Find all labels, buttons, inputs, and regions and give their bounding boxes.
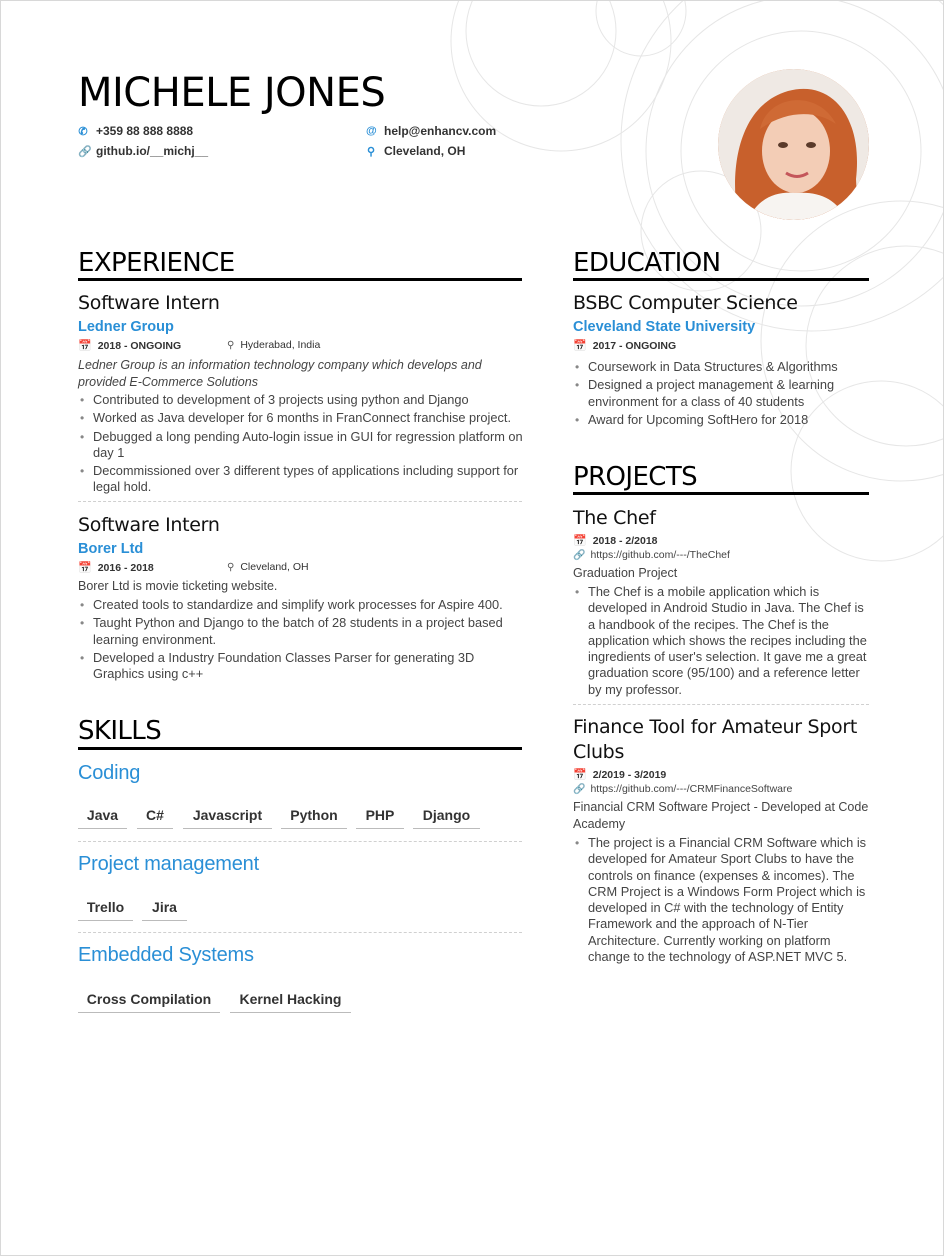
- calendar-icon: 📅: [78, 340, 92, 352]
- profile-photo-illustration: [718, 69, 869, 220]
- list-item: • Award for Upcoming SoftHero for 2018: [573, 412, 869, 428]
- skill-tag: C#: [137, 807, 173, 829]
- experience-2-company: Borer Ltd: [78, 541, 144, 557]
- experience-1-description: Ledner Group is an information technology company which develops and provided E-Commerce Solutions: [78, 358, 482, 389]
- skill-group-embedded-systems: Embedded Systems: [78, 944, 254, 966]
- experience-1-location: [227, 339, 320, 351]
- experience-2-role: Software Intern: [78, 514, 220, 536]
- phone-text: +359 88 888 8888: [96, 124, 194, 138]
- skill-group-coding: Coding: [78, 762, 141, 784]
- divider: [78, 932, 522, 933]
- experience-2-dates: 2016 - 2018: [97, 561, 154, 574]
- skill-tag: Java: [78, 807, 127, 829]
- skills-title: SKILLS: [78, 716, 162, 746]
- education-bullets: [573, 359, 869, 430]
- skill-tag: Python: [281, 807, 347, 829]
- experience-2-bullets: [78, 597, 523, 684]
- experience-2-meta: [78, 561, 154, 574]
- list-item: • Decommissioned over 3 different types of applications including support for legal hold.: [78, 463, 523, 496]
- project-1-subtitle: Graduation Project: [573, 566, 678, 580]
- skills-rule: [78, 747, 522, 750]
- skill-tag: PHP: [356, 807, 404, 829]
- education-school: Cleveland State University: [573, 319, 756, 335]
- link-icon: 🔗: [573, 783, 586, 795]
- calendar-icon: 📅: [573, 340, 587, 352]
- skill-tag: Trello: [78, 899, 133, 921]
- project-1-bullets: [573, 584, 869, 700]
- experience-1-location-text: Hyderabad, India: [240, 339, 321, 351]
- experience-2-description: Borer Ltd is movie ticketing website.: [78, 579, 278, 593]
- link-icon: 🔗: [78, 145, 92, 158]
- list-item: • The project is a Financial CRM Software which is developed for Amateur Sport Clubs to have the controls on finance (expenses & incomes). The CRM Project is a Windows Form Project which is developed in C# with the technology of Entity Framework and the approach of N-Tier Architecture. Currently working on platform change to the technology of ASP.NET MVC 5.: [573, 835, 869, 965]
- projects-title: PROJECTS: [573, 462, 698, 492]
- github-text[interactable]: github.io/__michj__: [96, 144, 209, 158]
- skill-tag: Javascript: [183, 807, 272, 829]
- project-1-meta: [573, 534, 658, 547]
- experience-1-company: Ledner Group: [78, 319, 174, 335]
- project-2-meta: [573, 768, 666, 781]
- map-pin-icon: ⚲: [227, 561, 235, 573]
- calendar-icon: 📅: [78, 562, 92, 574]
- project-1-link[interactable]: [573, 549, 730, 561]
- project-1-url[interactable]: https://github.com/---/TheChef: [590, 549, 730, 561]
- list-item: • Developed a Industry Foundation Classes Parser for generating 3D Graphics using c++: [78, 650, 523, 683]
- location-text: Cleveland, OH: [384, 144, 466, 158]
- github-contact[interactable]: [78, 144, 208, 158]
- calendar-icon: 📅: [573, 769, 587, 781]
- map-pin-icon: ⚲: [227, 339, 235, 351]
- list-item: • Worked as Java developer for 6 months in FranConnect franchise project.: [78, 410, 523, 426]
- list-item: • Coursework in Data Structures & Algorithms: [573, 359, 869, 375]
- project-1-name: The Chef: [573, 507, 656, 529]
- education-meta: [573, 339, 676, 352]
- education-rule: [573, 278, 869, 281]
- divider: [78, 501, 522, 502]
- link-icon: 🔗: [573, 549, 586, 561]
- list-item: • Taught Python and Django to the batch of 28 students in a project based learning environment.: [78, 615, 523, 648]
- project-2-name: Finance Tool for Amateur Sport Clubs: [573, 716, 858, 763]
- project-1-dates: 2018 - 2/2018: [592, 534, 658, 547]
- projects-rule: [573, 492, 869, 495]
- email-text[interactable]: help@enhancv.com: [384, 124, 497, 138]
- experience-1-role: Software Intern: [78, 292, 220, 314]
- experience-2-location: [227, 561, 309, 573]
- experience-2-location-text: Cleveland, OH: [240, 561, 309, 573]
- calendar-icon: 📅: [573, 535, 587, 547]
- skill-tag: Jira: [142, 899, 187, 921]
- skill-tag: Django: [413, 807, 480, 829]
- experience-rule: [78, 278, 522, 281]
- project-2-subtitle: Financial CRM Software Project - Developed at Code Academy: [573, 800, 869, 831]
- location-contact: [366, 144, 465, 158]
- map-pin-icon: ⚲: [366, 145, 376, 158]
- project-2-url[interactable]: https://github.com/---/CRMFinanceSoftware: [590, 783, 793, 795]
- skill-group-project-management: Project management: [78, 853, 259, 875]
- project-2-link[interactable]: [573, 783, 792, 795]
- education-degree: BSBC Computer Science: [573, 292, 798, 314]
- project-2-dates: 2/2019 - 3/2019: [592, 768, 667, 781]
- phone-icon: ✆: [78, 125, 88, 138]
- phone-contact: [78, 124, 193, 138]
- list-item: • Created tools to standardize and simplify work processes for Aspire 400.: [78, 597, 523, 613]
- at-icon: @: [366, 125, 377, 137]
- project-2-bullets: [573, 835, 869, 967]
- divider: [573, 704, 869, 705]
- skill-tag: Kernel Hacking: [230, 991, 351, 1013]
- email-contact[interactable]: [366, 124, 496, 138]
- list-item: • The Chef is a mobile application which is developed in Android Studio in Java. The Chef is a handbook of the recipes. The Chef is the application which shows the recipes including the ingredients of user's selection. It gave me a great graduation score (95/100) and a reference letter by my professor.: [573, 584, 869, 698]
- experience-1-dates: 2018 - ONGOING: [97, 339, 182, 352]
- divider: [78, 841, 522, 842]
- skill-tag: Cross Compilation: [78, 991, 220, 1013]
- candidate-name: MICHELE JONES: [78, 70, 386, 116]
- experience-title: EXPERIENCE: [78, 248, 235, 278]
- experience-1-meta: [78, 339, 181, 352]
- experience-1-bullets: [78, 392, 523, 498]
- list-item: • Debugged a long pending Auto-login issue in GUI for regression platform on day 1: [78, 429, 523, 462]
- list-item: • Contributed to development of 3 projects using python and Django: [78, 392, 523, 408]
- education-title: EDUCATION: [573, 248, 721, 278]
- education-dates: 2017 - ONGOING: [592, 339, 677, 352]
- list-item: • Designed a project management & learning environment for a class of 40 students: [573, 377, 869, 410]
- profile-photo: [718, 69, 869, 220]
